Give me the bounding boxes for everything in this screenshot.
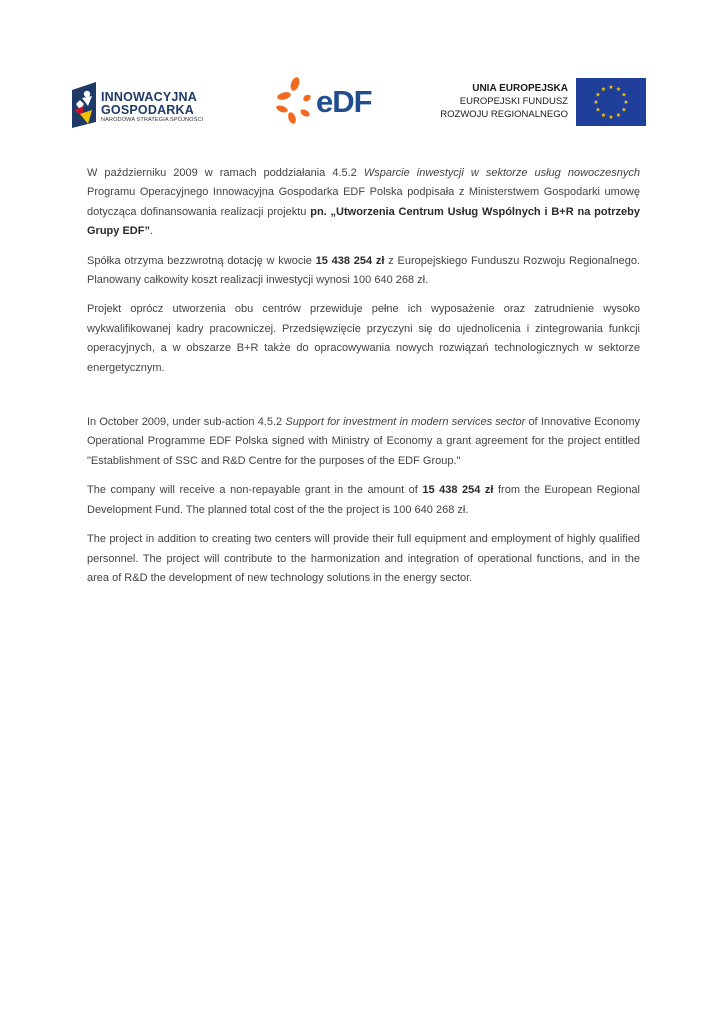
en-p2-text-2: from the European Regional Development Fund. The planned total cost of the the project is 100 640 268 zł. [87, 484, 640, 516]
strategia-line3: NARODOWA STRATEGIA SPÓJNOŚCI [101, 117, 204, 123]
pl-p2-bold-amount: 15 438 254 zł [315, 254, 385, 267]
svg-text:★: ★ [615, 112, 622, 119]
innowacyjna-gospodarka-logo [70, 80, 220, 130]
pl-p1-text: W październiku 2009 w ramach poddziałania 4.5.2 [87, 167, 364, 179]
edf-logo [272, 76, 382, 126]
en-p2-bold-amount: 15 438 254 zł [422, 484, 494, 497]
innowacyjna-line1: INNOWACYJNA [101, 90, 197, 104]
svg-text:★: ★ [608, 84, 614, 91]
gospodarka-line2: GOSPODARKA [101, 102, 194, 117]
svg-text:★: ★ [621, 106, 627, 114]
eu-flag-icon [576, 78, 646, 126]
ue-line3: ROZWOJU REGIONALNEGO [440, 109, 568, 120]
pl-paragraph-2 [87, 252, 640, 291]
en-paragraph-2 [87, 481, 640, 520]
edf-flower-icon [272, 76, 318, 126]
svg-text:★: ★ [595, 106, 601, 114]
pl-p1-text-3: . [149, 225, 154, 238]
document-body [87, 164, 640, 598]
ue-line1: UNIA EUROPEJSKA [472, 83, 568, 94]
pl-p1-bold-project-name: pn. „Utworzenia Centrum Usług Wspólnych i B+R na potrzeby Grupy EDF” [87, 205, 641, 238]
svg-text:★: ★ [615, 86, 622, 93]
unia-europejska-logo [440, 78, 650, 128]
en-paragraph-3: The project in addition to creating two centers will provide their full equipment and employment of highly qualified personnel. The project will contribute to the harmonization and integration of operational functions, and in the area of R&D the development of new technology solutions in the energy sector. [87, 533, 640, 584]
svg-text:★: ★ [623, 99, 629, 106]
pl-paragraph-3: Projekt oprócz utworzenia obu centrów przewiduje pełne ich wyposażenie oraz zatrudnienie wysoko wykwalifikowanej kadry pracowniczej. Przedsięwzięcie przyczyni się do ujednolicenia i zintegrowania funkcji operacyjnych, a w obszarze B+R także do opracowywania nowych rozwiązań technologicznych w sektorze energetycznym. [87, 303, 640, 374]
svg-text:★: ★ [600, 112, 607, 119]
pl-p2-text: Spółka otrzyma bezzwrotną dotację w kwocie [87, 254, 316, 267]
pl-p2-text-2: z Europejskiego Funduszu Rozwoju Regionalnego. Planowany całkowity koszt realizacji inwestycji wynosi 100 640 268 zł. [87, 254, 640, 287]
edf-wordmark: eDF [316, 84, 372, 119]
svg-text:★: ★ [595, 91, 601, 99]
svg-text:★: ★ [593, 99, 599, 106]
pl-p1-italic: Wsparcie inwestycji w sektorze usług nowoczesnych [363, 167, 640, 179]
svg-text:★: ★ [608, 114, 614, 121]
pl-p1-text-2: Programu Operacyjnego Innowacyjna Gospodarka EDF Polska podpisała z Ministerstwem Gospodarki umowę dotycząca dofinansowania realizacji projektu [87, 186, 640, 218]
svg-text:★: ★ [600, 86, 607, 93]
svg-text:★: ★ [621, 91, 627, 99]
ue-line2: EUROPEJSKI FUNDUSZ [459, 96, 568, 107]
innowacyjna-emblem-icon [70, 80, 100, 130]
en-p1-text-2: of Innovative Economy Operational Programme EDF Polska signed with Ministry of Economy a grant agreement for the project entitled "Establishment of SSC and R&D Centre for the purposes of the EDF Group." [87, 416, 641, 467]
en-p1-text: In October 2009, under sub-action 4.5.2 [87, 416, 286, 429]
en-p2-text: The company will receive a non-repayable grant in the amount of [87, 484, 423, 497]
pl-paragraph-1 [87, 164, 640, 242]
en-paragraph-1 [87, 413, 640, 471]
header-logos [0, 0, 725, 140]
en-p1-italic: Support for investment in modern services sector [285, 416, 526, 429]
